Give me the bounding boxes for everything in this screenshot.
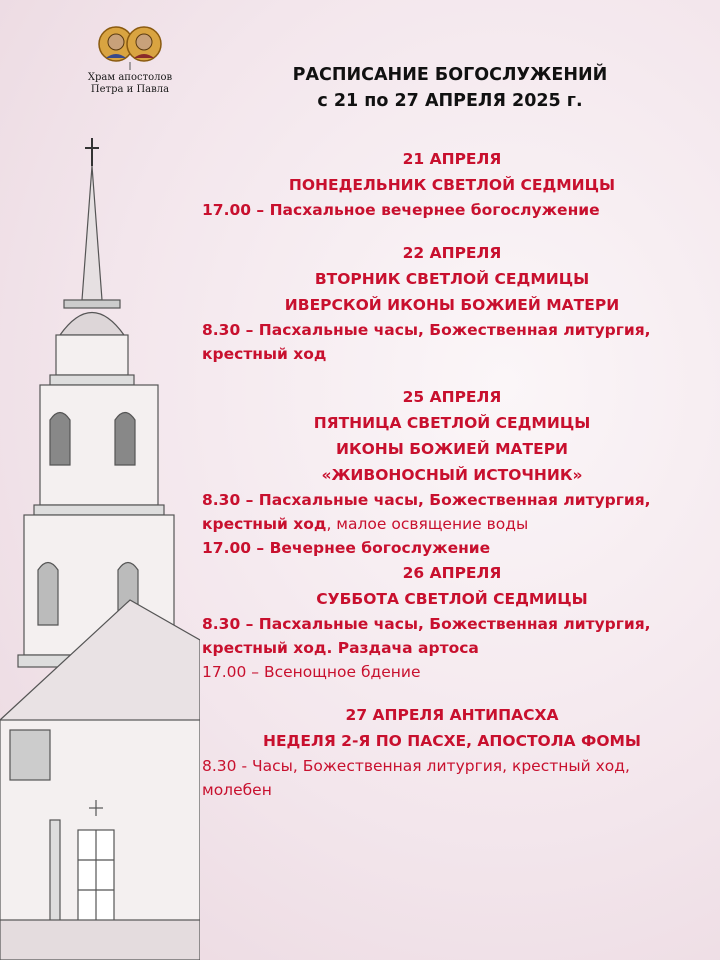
header-date-range: с 21 по 27 АПРЕЛЯ 2025 г. bbox=[317, 91, 583, 111]
day-date: 25 АПРЕЛЯ bbox=[402, 388, 502, 406]
service-entry bbox=[202, 660, 702, 684]
day-date: 27 АПРЕЛЯ АНТИПАСХА bbox=[345, 706, 559, 724]
day-date: 22 АПРЕЛЯ bbox=[402, 244, 502, 262]
logo-line-2: Петра и Павла bbox=[90, 84, 170, 95]
day-date: 21 АПРЕЛЯ bbox=[402, 150, 502, 168]
service-time: 8.30 bbox=[202, 615, 241, 633]
time-separator: – bbox=[240, 321, 259, 339]
service-entry bbox=[202, 754, 702, 802]
service-description: Пасхальные часы, Божественная литургия, крестный ход bbox=[202, 491, 651, 533]
schedule-day bbox=[202, 560, 702, 684]
service-entry bbox=[202, 488, 702, 536]
service-time: 17.00 bbox=[202, 539, 252, 557]
time-separator: – bbox=[251, 539, 270, 557]
service-time: 17.00 bbox=[202, 201, 252, 219]
service-description: Пасхальные часы, Божественная литургия, крестный ход. Раздача артоса bbox=[202, 615, 651, 657]
schedule-day bbox=[202, 702, 702, 802]
day-feast-title: СУББОТА СВЕТЛОЙ СЕДМИЦЫ bbox=[316, 590, 588, 608]
day-feast-title: ИКОНЫ БОЖИЕЙ МАТЕРИ bbox=[335, 440, 569, 458]
service-entry bbox=[202, 536, 702, 560]
church-bell-tower-image bbox=[0, 120, 200, 960]
logo-line-1: Храм апостолов bbox=[87, 72, 173, 83]
service-time: 8.30 bbox=[202, 321, 241, 339]
day-feast-title: ПОНЕДЕЛЬНИК СВЕТЛОЙ СЕДМИЦЫ bbox=[288, 176, 616, 194]
service-entry bbox=[202, 612, 702, 660]
service-note: 8.30 - Часы, Божественная литургия, крестный ход, молебен bbox=[202, 757, 630, 799]
time-separator: – bbox=[240, 491, 259, 509]
time-separator: – bbox=[251, 201, 270, 219]
service-description: Пасхальное вечернее богослужение bbox=[269, 201, 600, 219]
service-note: 17.00 – Всенощное бдение bbox=[202, 663, 421, 681]
schedule-day bbox=[202, 384, 702, 560]
service-entry bbox=[202, 198, 702, 222]
header-title: РАСПИСАНИЕ БОГОСЛУЖЕНИЙ bbox=[292, 65, 608, 85]
day-feast-title: ВТОРНИК СВЕТЛОЙ СЕДМИЦЫ bbox=[314, 270, 590, 288]
service-time: 8.30 bbox=[202, 491, 241, 509]
service-description: Пасхальные часы, Божественная литургия, крестный ход bbox=[202, 321, 651, 363]
apostles-emblem-icon bbox=[92, 24, 168, 70]
schedule-list bbox=[202, 146, 702, 820]
service-note: , малое освящение воды bbox=[326, 515, 529, 533]
schedule-day bbox=[202, 240, 702, 366]
day-feast-title: ПЯТНИЦА СВЕТЛОЙ СЕДМИЦЫ bbox=[313, 414, 591, 432]
day-feast-title: «ЖИВОНОСНЫЙ ИСТОЧНИК» bbox=[321, 466, 583, 484]
day-feast-title: ИВЕРСКОЙ ИКОНЫ БОЖИЕЙ МАТЕРИ bbox=[284, 296, 620, 314]
day-feast-title: НЕДЕЛЯ 2-Я ПО ПАСХЕ, АПОСТОЛА ФОМЫ bbox=[263, 732, 641, 750]
parish-logo bbox=[82, 24, 178, 96]
page-header bbox=[240, 62, 660, 114]
day-date: 26 АПРЕЛЯ bbox=[402, 564, 502, 582]
service-entry bbox=[202, 318, 702, 366]
schedule-day bbox=[202, 146, 702, 222]
time-separator: – bbox=[240, 615, 259, 633]
service-description: Вечернее богослужение bbox=[269, 539, 491, 557]
